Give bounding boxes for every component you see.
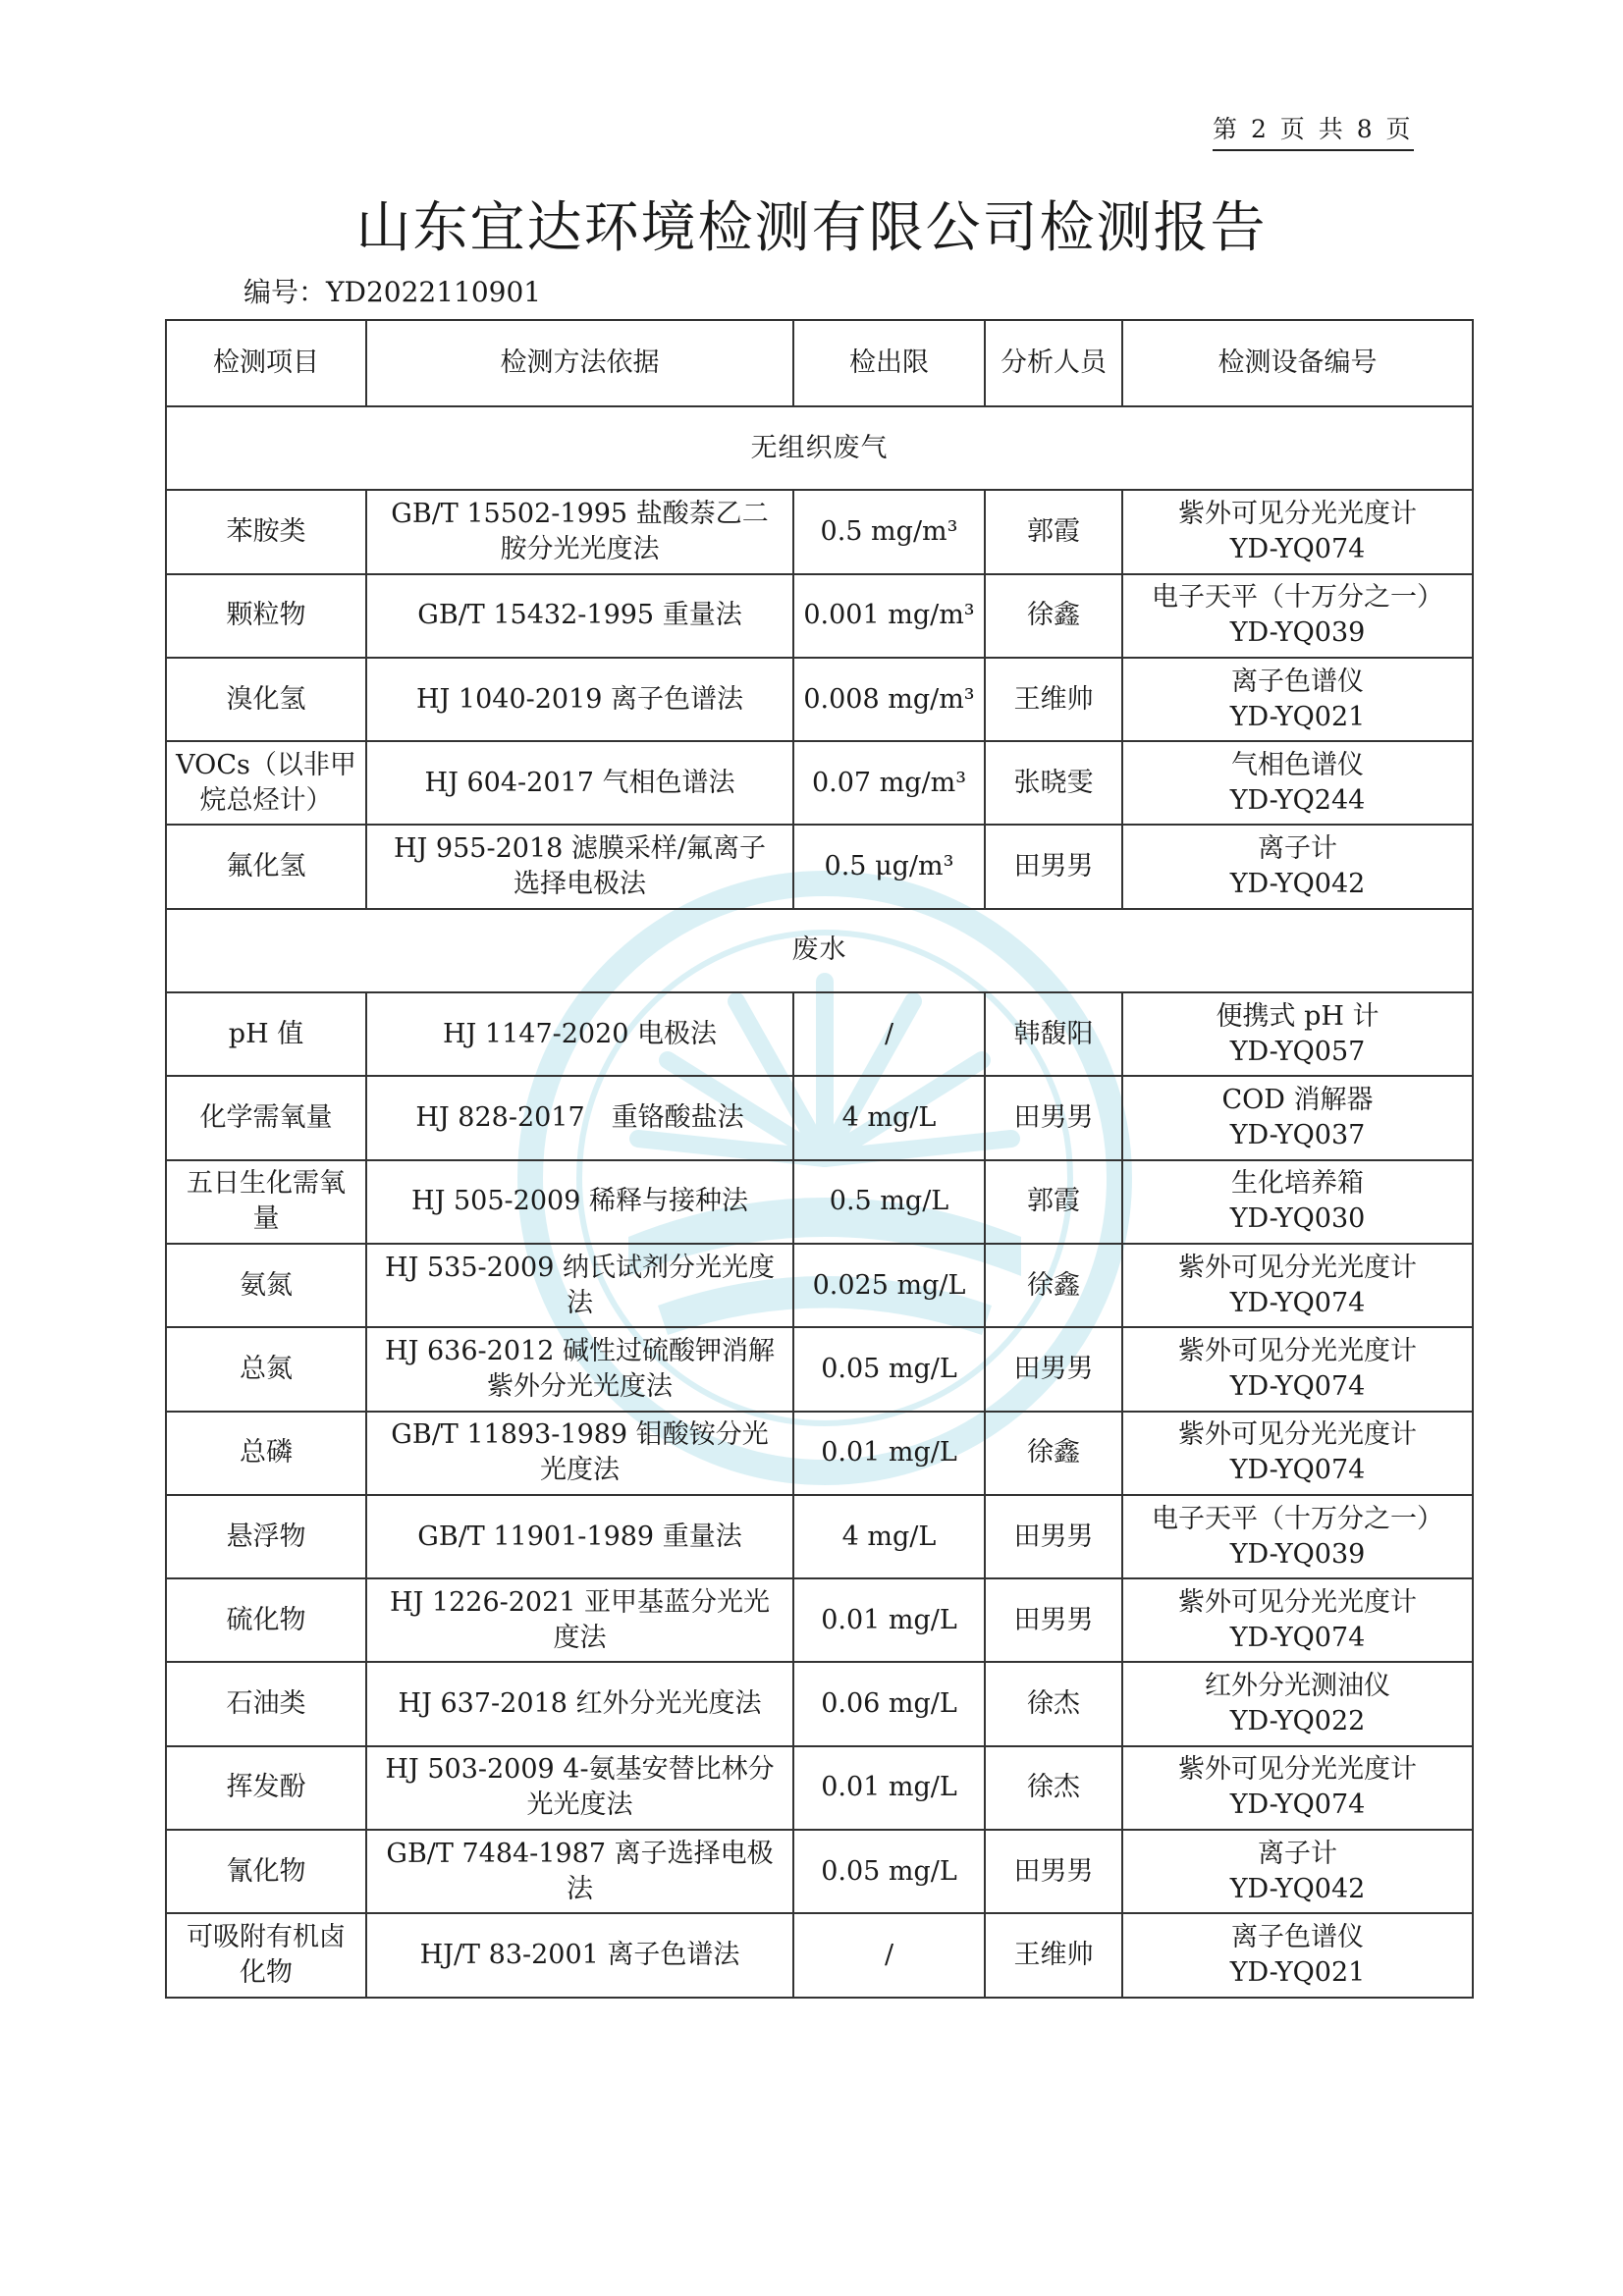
table-row xyxy=(166,1327,1473,1411)
test-method: HJ 636-2012 碱性过硫酸钾消解紫外分光光度法 xyxy=(366,1327,793,1411)
equipment-name: 生化培养箱 xyxy=(1231,1168,1364,1200)
equipment-name: 紫外可见分光光度计 xyxy=(1178,1586,1417,1618)
test-method: HJ 1147-2020 电极法 xyxy=(366,992,793,1076)
detection-limit: 0.001 mg/m³ xyxy=(793,574,985,658)
analyst: 韩馥阳 xyxy=(985,992,1122,1076)
test-item: pH 值 xyxy=(166,992,366,1076)
equipment-cell xyxy=(1122,1662,1473,1745)
report-number-label: 编号： xyxy=(243,276,327,308)
table-header-row xyxy=(166,320,1473,406)
equipment-id: YD-YQ074 xyxy=(1229,1789,1366,1821)
equipment-cell xyxy=(1122,1830,1473,1913)
detection-limit: 0.06 mg/L xyxy=(793,1662,985,1745)
equipment-id: YD-YQ030 xyxy=(1229,1203,1366,1235)
equipment-name: 紫外可见分光光度计 xyxy=(1178,1419,1417,1451)
table-row xyxy=(166,1662,1473,1745)
test-item: 硫化物 xyxy=(166,1578,366,1662)
analyst: 田男男 xyxy=(985,1076,1122,1159)
test-item: VOCs（以非甲烷总烃计） xyxy=(166,741,366,825)
test-method: GB/T 7484-1987 离子选择电极法 xyxy=(366,1830,793,1913)
report-title: 山东宜达环境检测有限公司检测报告 xyxy=(355,196,1268,260)
equipment-name: 紫外可见分光光度计 xyxy=(1178,1252,1417,1283)
equipment-id: YD-YQ074 xyxy=(1229,1622,1366,1653)
test-method: HJ 828-2017 重铬酸盐法 xyxy=(366,1076,793,1159)
equipment-cell xyxy=(1122,1578,1473,1662)
column-header: 检测方法依据 xyxy=(366,320,793,406)
test-method: HJ 1040-2019 离子色谱法 xyxy=(366,658,793,741)
analyst: 田男男 xyxy=(985,1327,1122,1411)
detection-limit: 0.05 mg/L xyxy=(793,1830,985,1913)
equipment-name: 离子计 xyxy=(1258,1838,1337,1869)
detection-limit: 0.07 mg/m³ xyxy=(793,741,985,825)
column-header: 分析人员 xyxy=(985,320,1122,406)
table-row xyxy=(166,741,1473,825)
test-item: 可吸附有机卤化物 xyxy=(166,1913,366,1997)
analyst: 郭霞 xyxy=(985,490,1122,573)
detection-limit: 0.5 μg/m³ xyxy=(793,825,985,908)
table-row xyxy=(166,1830,1473,1913)
equipment-cell xyxy=(1122,658,1473,741)
detection-limit: 0.008 mg/m³ xyxy=(793,658,985,741)
test-item: 五日生化需氧量 xyxy=(166,1160,366,1244)
equipment-name: 红外分光测油仪 xyxy=(1205,1671,1390,1702)
detection-limit: 0.025 mg/L xyxy=(793,1244,985,1327)
test-method: HJ/T 83-2001 离子色谱法 xyxy=(366,1913,793,1997)
equipment-cell xyxy=(1122,992,1473,1076)
test-item: 苯胺类 xyxy=(166,490,366,573)
equipment-id: YD-YQ074 xyxy=(1229,1370,1366,1402)
equipment-id: YD-YQ074 xyxy=(1229,533,1366,564)
equipment-id: YD-YQ074 xyxy=(1229,1455,1366,1486)
table-row xyxy=(166,1076,1473,1159)
detection-limit: 0.5 mg/L xyxy=(793,1160,985,1244)
analyst: 田男男 xyxy=(985,1830,1122,1913)
test-method: GB/T 11893-1989 钼酸铵分光光度法 xyxy=(366,1412,793,1495)
test-method: HJ 535-2009 纳氏试剂分光光度法 xyxy=(366,1244,793,1327)
equipment-cell xyxy=(1122,741,1473,825)
table-row xyxy=(166,1913,1473,1997)
equipment-cell xyxy=(1122,574,1473,658)
table-row xyxy=(166,992,1473,1076)
equipment-name: 紫外可见分光光度计 xyxy=(1178,1754,1417,1786)
equipment-cell xyxy=(1122,1746,1473,1830)
equipment-id: YD-YQ244 xyxy=(1229,784,1366,816)
analyst: 郭霞 xyxy=(985,1160,1122,1244)
table-row xyxy=(166,1746,1473,1830)
equipment-name: 离子色谱仪 xyxy=(1231,666,1364,697)
equipment-cell xyxy=(1122,1495,1473,1578)
detection-limit: 4 mg/L xyxy=(793,1076,985,1159)
section-row xyxy=(166,909,1473,992)
equipment-name: 电子天平（十万分之一） xyxy=(1152,1503,1443,1534)
equipment-cell xyxy=(1122,1244,1473,1327)
detection-limit: / xyxy=(793,1913,985,1997)
equipment-id: YD-YQ039 xyxy=(1229,1538,1366,1570)
column-header: 检测项目 xyxy=(166,320,366,406)
test-item: 氰化物 xyxy=(166,1830,366,1913)
test-item: 悬浮物 xyxy=(166,1495,366,1578)
equipment-cell xyxy=(1122,1076,1473,1159)
detection-limit: 0.05 mg/L xyxy=(793,1327,985,1411)
equipment-id: YD-YQ042 xyxy=(1229,1873,1366,1904)
test-method: HJ 604-2017 气相色谱法 xyxy=(366,741,793,825)
test-item: 石油类 xyxy=(166,1662,366,1745)
equipment-name: 离子色谱仪 xyxy=(1231,1921,1364,1952)
equipment-name: 紫外可见分光光度计 xyxy=(1178,498,1417,529)
analyst: 徐杰 xyxy=(985,1746,1122,1830)
analyst: 王维帅 xyxy=(985,1913,1122,1997)
equipment-id: YD-YQ042 xyxy=(1229,869,1366,900)
table-row xyxy=(166,574,1473,658)
test-item: 氟化氢 xyxy=(166,825,366,908)
test-method: GB/T 15432-1995 重量法 xyxy=(366,574,793,658)
equipment-name: 离子计 xyxy=(1258,833,1337,865)
equipment-id: YD-YQ039 xyxy=(1229,617,1366,649)
test-method: HJ 1226-2021 亚甲基蓝分光光度法 xyxy=(366,1578,793,1662)
detection-limit: 0.01 mg/L xyxy=(793,1412,985,1495)
equipment-id: YD-YQ021 xyxy=(1229,701,1366,732)
detection-limit: 0.01 mg/L xyxy=(793,1746,985,1830)
section-title: 无组织废气 xyxy=(166,406,1473,490)
test-method: HJ 503-2009 4-氨基安替比林分光光度法 xyxy=(366,1746,793,1830)
equipment-name: 气相色谱仪 xyxy=(1231,749,1364,780)
table-row xyxy=(166,1578,1473,1662)
analyst: 徐鑫 xyxy=(985,1244,1122,1327)
column-header: 检出限 xyxy=(793,320,985,406)
equipment-cell xyxy=(1122,1913,1473,1997)
column-header: 检测设备编号 xyxy=(1122,320,1473,406)
equipment-name: 便携式 pH 计 xyxy=(1216,1000,1380,1032)
test-item: 化学需氧量 xyxy=(166,1076,366,1159)
page-number: 第 2 页 共 8 页 xyxy=(1213,110,1414,151)
equipment-name: 电子天平（十万分之一） xyxy=(1152,582,1443,614)
test-item: 溴化氢 xyxy=(166,658,366,741)
test-method: HJ 955-2018 滤膜采样/氟离子选择电极法 xyxy=(366,825,793,908)
analyst: 张晓雯 xyxy=(985,741,1122,825)
table-row xyxy=(166,1244,1473,1327)
section-row xyxy=(166,406,1473,490)
test-item: 总氮 xyxy=(166,1327,366,1411)
analyst: 徐鑫 xyxy=(985,1412,1122,1495)
test-method: GB/T 15502-1995 盐酸萘乙二胺分光光度法 xyxy=(366,490,793,573)
test-item: 总磷 xyxy=(166,1412,366,1495)
test-method: GB/T 11901-1989 重量法 xyxy=(366,1495,793,1578)
equipment-name: 紫外可见分光光度计 xyxy=(1178,1335,1417,1366)
table-row xyxy=(166,1412,1473,1495)
equipment-id: YD-YQ057 xyxy=(1229,1036,1366,1067)
analyst: 田男男 xyxy=(985,825,1122,908)
equipment-id: YD-YQ021 xyxy=(1229,1956,1366,1988)
equipment-cell xyxy=(1122,1160,1473,1244)
table-row xyxy=(166,490,1473,573)
equipment-id: YD-YQ037 xyxy=(1229,1120,1366,1151)
equipment-cell xyxy=(1122,490,1473,573)
equipment-id: YD-YQ022 xyxy=(1229,1706,1366,1737)
analyst: 田男男 xyxy=(985,1578,1122,1662)
test-method: HJ 505-2009 稀释与接种法 xyxy=(366,1160,793,1244)
equipment-cell xyxy=(1122,1412,1473,1495)
detection-limit: 0.01 mg/L xyxy=(793,1578,985,1662)
table-row xyxy=(166,825,1473,908)
test-item: 颗粒物 xyxy=(166,574,366,658)
section-title: 废水 xyxy=(166,909,1473,992)
report-number xyxy=(243,271,541,310)
equipment-id: YD-YQ074 xyxy=(1229,1287,1366,1318)
table-row xyxy=(166,1160,1473,1244)
analyst: 田男男 xyxy=(985,1495,1122,1578)
equipment-name: COD 消解器 xyxy=(1221,1085,1374,1116)
analyst: 徐杰 xyxy=(985,1662,1122,1745)
test-method: HJ 637-2018 红外分光光度法 xyxy=(366,1662,793,1745)
detection-limit: / xyxy=(793,992,985,1076)
equipment-cell xyxy=(1122,825,1473,908)
equipment-cell xyxy=(1122,1327,1473,1411)
test-item: 氨氮 xyxy=(166,1244,366,1327)
table-row xyxy=(166,658,1473,741)
analyst: 王维帅 xyxy=(985,658,1122,741)
table-row xyxy=(166,1495,1473,1578)
test-item: 挥发酚 xyxy=(166,1746,366,1830)
report-number-value: YD2022110901 xyxy=(326,276,542,308)
detection-limit: 0.5 mg/m³ xyxy=(793,490,985,573)
test-method-table xyxy=(165,319,1474,1999)
detection-limit: 4 mg/L xyxy=(793,1495,985,1578)
analyst: 徐鑫 xyxy=(985,574,1122,658)
